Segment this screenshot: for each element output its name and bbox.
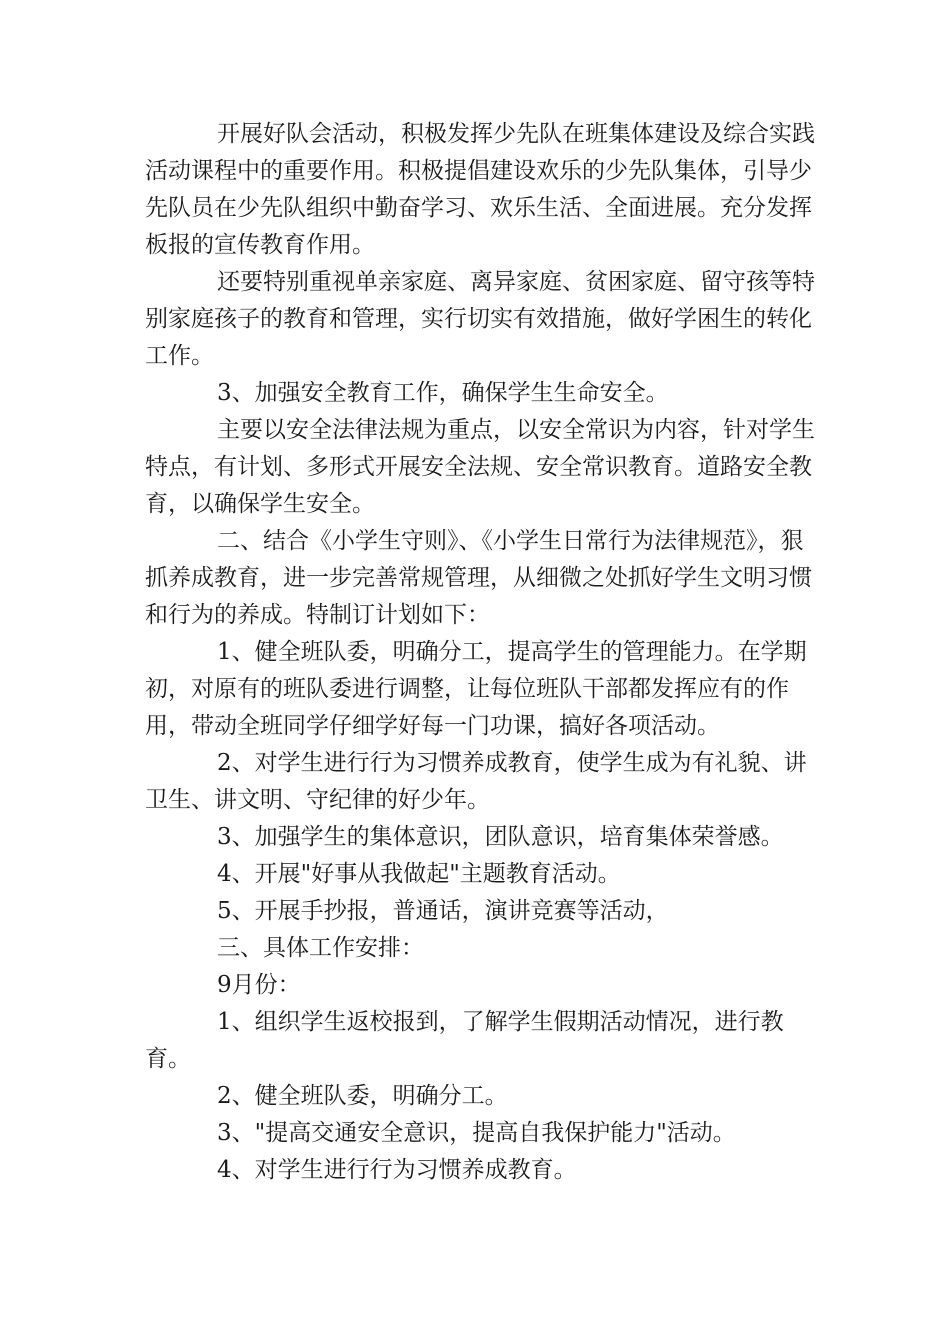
paragraph: 4、开展"好事从我做起"主题教育活动。 — [217, 861, 621, 887]
paragraph: 还要特别重视单亲家庭、离异家庭、贫困家庭、留守孩等特别家庭孩子的教育和管理，实行切实有效措施，做好学困生的转化工作。 — [145, 269, 815, 369]
paragraph: 1、组织学生返校报到，了解学生假期活动情况，进行教育。 — [145, 1009, 784, 1072]
paragraph: 2、对学生进行行为习惯养成教育，使学生成为有礼貌、讲卫生、讲文明、守纪律的好少年。 — [145, 750, 807, 813]
paragraph: 3、加强安全教育工作，确保学生生命安全。 — [217, 380, 669, 406]
paragraph: 二、结合《小学生守则》、《小学生日常行为法律规范》，狠抓养成教育，进一步完善常规管理，从细微之处抓好学生文明习惯和行为的养成。特制订计划如下： — [145, 528, 812, 628]
paragraph: 3、"提高交通安全意识，提高自我保护能力"活动。 — [217, 1120, 736, 1146]
paragraph: 2、健全班队委，明确分工。 — [217, 1083, 508, 1109]
paragraph: 5、开展手抄报，普通话，演讲竞赛等活动， — [217, 898, 669, 924]
paragraph: 1、健全班队委，明确分工，提高学生的管理能力。在学期初，对原有的班队委进行调整，让每位班队干部都发挥应有的作用，带动全班同学仔细学好每一门功课，搞好各项活动。 — [145, 639, 807, 739]
section-heading: 三、具体工作安排： — [217, 935, 424, 961]
paragraph: 4、对学生进行行为习惯养成教育。 — [217, 1157, 577, 1183]
paragraph: 主要以安全法律法规为重点，以安全常识为内容，针对学生特点，有计划、多形式开展安全法规、安全常识教育。道路安全教育，以确保学生安全。 — [145, 417, 815, 517]
document-body — [145, 116, 815, 1189]
paragraph: 3、加强学生的集体意识，团队意识，培育集体荣誉感。 — [217, 824, 784, 850]
paragraph: 开展好队会活动，积极发挥少先队在班集体建设及综合实践活动课程中的重要作用。积极提倡建设欢乐的少先队集体，引导少先队员在少先队组织中勤奋学习、欢乐生活、全面进展。充分发挥板报的宣传教育作用。 — [145, 121, 815, 258]
month-heading: 9月份： — [217, 972, 301, 998]
